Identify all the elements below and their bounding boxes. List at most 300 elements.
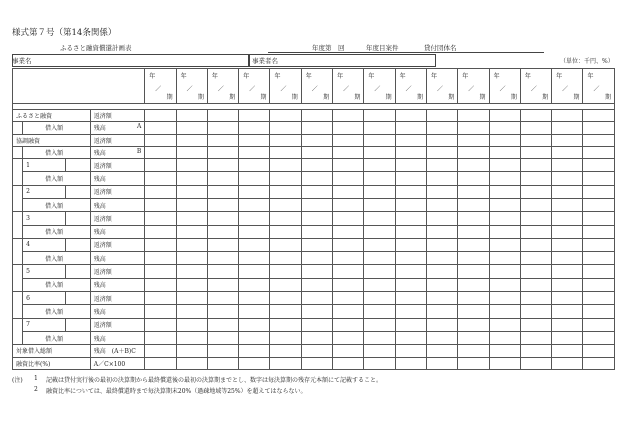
lender-3-balance-cell[interactable] bbox=[583, 225, 615, 238]
lender-5-repay-cell[interactable] bbox=[145, 265, 176, 278]
lender-6-repay-cell[interactable] bbox=[270, 292, 301, 305]
furusato-repay-cell[interactable] bbox=[239, 109, 270, 121]
lender-1-balance-cell[interactable] bbox=[301, 172, 332, 185]
loan-ratio-cell[interactable] bbox=[301, 357, 332, 370]
furusato-balance-cell[interactable] bbox=[583, 122, 615, 134]
lender-1-balance-cell[interactable] bbox=[552, 172, 583, 185]
lender-6-repay-cell[interactable] bbox=[489, 292, 520, 305]
year-column-header[interactable] bbox=[583, 69, 615, 104]
kyocho-repay-cell[interactable] bbox=[176, 134, 207, 146]
year-column-header[interactable] bbox=[489, 69, 520, 104]
lender-4-repay-cell[interactable] bbox=[145, 238, 176, 251]
lender-1-balance-cell[interactable] bbox=[583, 172, 615, 185]
lender-6-repay-cell[interactable] bbox=[333, 292, 364, 305]
lender-7-repay-cell[interactable] bbox=[520, 318, 551, 331]
lender-3-repay-cell[interactable] bbox=[395, 212, 426, 225]
lender-7-balance-cell[interactable] bbox=[426, 331, 457, 344]
lender-5-repay-cell[interactable] bbox=[176, 265, 207, 278]
lender-1-balance-cell[interactable] bbox=[520, 172, 551, 185]
lender-6-balance-cell[interactable] bbox=[270, 305, 301, 318]
lender-4-balance-cell[interactable] bbox=[489, 252, 520, 265]
kyocho-repay-cell[interactable] bbox=[552, 134, 583, 146]
lender-name-field[interactable]: 貸付団体名 bbox=[424, 44, 457, 52]
lender-5-repay-cell[interactable] bbox=[333, 265, 364, 278]
total-balance-cell[interactable] bbox=[239, 345, 270, 357]
lender-3-repay-cell[interactable] bbox=[207, 212, 238, 225]
lender-5-balance-cell[interactable] bbox=[207, 278, 238, 291]
lender-3-repay-cell[interactable] bbox=[239, 212, 270, 225]
lender-2-balance-cell[interactable] bbox=[552, 198, 583, 211]
lender-3-repay-cell[interactable] bbox=[520, 212, 551, 225]
lender-1-repay-cell[interactable] bbox=[364, 159, 395, 172]
lender-2-repay-cell[interactable] bbox=[364, 185, 395, 198]
lender-4-repay-cell[interactable] bbox=[270, 238, 301, 251]
lender-4-balance-cell[interactable] bbox=[395, 252, 426, 265]
loan-ratio-cell[interactable] bbox=[364, 357, 395, 370]
kyocho-repay-cell[interactable] bbox=[426, 134, 457, 146]
lender-5-balance-cell[interactable] bbox=[270, 278, 301, 291]
lender-1-balance-cell[interactable] bbox=[239, 172, 270, 185]
furusato-repay-cell[interactable] bbox=[458, 109, 489, 121]
lender-3-balance-cell[interactable] bbox=[364, 225, 395, 238]
lender-7-balance-cell[interactable] bbox=[583, 331, 615, 344]
furusato-repay-cell[interactable] bbox=[489, 109, 520, 121]
lender-7-repay-cell[interactable] bbox=[333, 318, 364, 331]
kyocho-repay-cell[interactable] bbox=[489, 134, 520, 146]
total-balance-cell[interactable] bbox=[364, 345, 395, 357]
lender-2-repay-cell[interactable] bbox=[145, 185, 176, 198]
kyocho-repay-cell[interactable] bbox=[583, 134, 615, 146]
lender-7-balance-cell[interactable] bbox=[458, 331, 489, 344]
lender-1-balance-cell[interactable] bbox=[145, 172, 176, 185]
lender-2-repay-cell[interactable] bbox=[176, 185, 207, 198]
lender-5-repay-cell[interactable] bbox=[489, 265, 520, 278]
furusato-repay-cell[interactable] bbox=[176, 109, 207, 121]
lender-2-repay-cell[interactable] bbox=[239, 185, 270, 198]
kyocho-balance-cell[interactable] bbox=[176, 146, 207, 158]
lender-7-repay-cell[interactable] bbox=[458, 318, 489, 331]
total-balance-cell[interactable] bbox=[552, 345, 583, 357]
furusato-balance-cell[interactable] bbox=[301, 122, 332, 134]
furusato-repay-cell[interactable] bbox=[301, 109, 332, 121]
lender-6-balance-cell[interactable] bbox=[301, 305, 332, 318]
lender-5-balance-cell[interactable] bbox=[520, 278, 551, 291]
lender-6-balance-cell[interactable] bbox=[395, 305, 426, 318]
kyocho-repay-cell[interactable] bbox=[333, 134, 364, 146]
loan-ratio-cell[interactable] bbox=[552, 357, 583, 370]
lender-7-balance-cell[interactable] bbox=[301, 331, 332, 344]
lender-5-balance-cell[interactable] bbox=[239, 278, 270, 291]
lender-7-balance-cell[interactable] bbox=[520, 331, 551, 344]
lender-2-balance-cell[interactable] bbox=[426, 198, 457, 211]
kyocho-balance-cell[interactable] bbox=[270, 146, 301, 158]
lender-3-balance-cell[interactable] bbox=[270, 225, 301, 238]
lender-7-repay-cell[interactable] bbox=[395, 318, 426, 331]
lender-4-balance-cell[interactable] bbox=[145, 252, 176, 265]
lender-4-balance-cell[interactable] bbox=[176, 252, 207, 265]
lender-3-repay-cell[interactable] bbox=[145, 212, 176, 225]
lender-5-repay-cell[interactable] bbox=[395, 265, 426, 278]
lender-6-balance-cell[interactable] bbox=[239, 305, 270, 318]
lender-3-repay-cell[interactable] bbox=[583, 212, 615, 225]
lender-7-balance-cell[interactable] bbox=[207, 331, 238, 344]
lender-5-repay-cell[interactable] bbox=[458, 265, 489, 278]
total-balance-cell[interactable] bbox=[333, 345, 364, 357]
lender-4-balance-cell[interactable] bbox=[270, 252, 301, 265]
kyocho-repay-cell[interactable] bbox=[270, 134, 301, 146]
lender-4-repay-cell[interactable] bbox=[458, 238, 489, 251]
year-case-field[interactable]: 年度目案件 bbox=[366, 44, 399, 52]
lender-6-repay-cell[interactable] bbox=[301, 292, 332, 305]
furusato-balance-cell[interactable] bbox=[270, 122, 301, 134]
lender-3-balance-cell[interactable] bbox=[239, 225, 270, 238]
furusato-balance-cell[interactable] bbox=[458, 122, 489, 134]
lender-3-repay-cell[interactable] bbox=[489, 212, 520, 225]
total-balance-cell[interactable] bbox=[176, 345, 207, 357]
lender-5-repay-cell[interactable] bbox=[207, 265, 238, 278]
lender-4-repay-cell[interactable] bbox=[239, 238, 270, 251]
lender-2-balance-cell[interactable] bbox=[145, 198, 176, 211]
furusato-repay-cell[interactable] bbox=[552, 109, 583, 121]
lender-4-repay-cell[interactable] bbox=[207, 238, 238, 251]
lender-1-repay-cell[interactable] bbox=[458, 159, 489, 172]
lender-3-balance-cell[interactable] bbox=[395, 225, 426, 238]
year-column-header[interactable] bbox=[301, 69, 332, 104]
lender-6-repay-cell[interactable] bbox=[207, 292, 238, 305]
lender-4-balance-cell[interactable] bbox=[333, 252, 364, 265]
lender-7-repay-cell[interactable] bbox=[552, 318, 583, 331]
lender-3-repay-cell[interactable] bbox=[270, 212, 301, 225]
loan-ratio-cell[interactable] bbox=[458, 357, 489, 370]
loan-ratio-cell[interactable] bbox=[333, 357, 364, 370]
lender-6-repay-cell[interactable] bbox=[552, 292, 583, 305]
lender-2-repay-cell[interactable] bbox=[270, 185, 301, 198]
kyocho-repay-cell[interactable] bbox=[520, 134, 551, 146]
lender-1-repay-cell[interactable] bbox=[552, 159, 583, 172]
lender-6-repay-cell[interactable] bbox=[458, 292, 489, 305]
lender-1-repay-cell[interactable] bbox=[395, 159, 426, 172]
total-balance-cell[interactable] bbox=[458, 345, 489, 357]
lender-3-balance-cell[interactable] bbox=[489, 225, 520, 238]
furusato-repay-cell[interactable] bbox=[270, 109, 301, 121]
kyocho-balance-cell[interactable] bbox=[520, 146, 551, 158]
lender-4-balance-cell[interactable] bbox=[520, 252, 551, 265]
lender-5-repay-cell[interactable] bbox=[239, 265, 270, 278]
total-balance-cell[interactable] bbox=[301, 345, 332, 357]
lender-3-balance-cell[interactable] bbox=[207, 225, 238, 238]
lender-2-balance-cell[interactable] bbox=[458, 198, 489, 211]
kyocho-balance-cell[interactable] bbox=[145, 146, 176, 158]
kyocho-balance-cell[interactable] bbox=[583, 146, 615, 158]
lender-2-balance-cell[interactable] bbox=[270, 198, 301, 211]
lender-2-balance-cell[interactable] bbox=[239, 198, 270, 211]
lender-4-repay-cell[interactable] bbox=[395, 238, 426, 251]
furusato-balance-cell[interactable] bbox=[489, 122, 520, 134]
loan-ratio-cell[interactable] bbox=[270, 357, 301, 370]
year-column-header[interactable] bbox=[364, 69, 395, 104]
lender-3-balance-cell[interactable] bbox=[520, 225, 551, 238]
lender-1-repay-cell[interactable] bbox=[145, 159, 176, 172]
lender-7-balance-cell[interactable] bbox=[333, 331, 364, 344]
year-column-header[interactable] bbox=[458, 69, 489, 104]
furusato-repay-cell[interactable] bbox=[520, 109, 551, 121]
lender-6-balance-cell[interactable] bbox=[520, 305, 551, 318]
lender-5-balance-cell[interactable] bbox=[458, 278, 489, 291]
lender-4-repay-cell[interactable] bbox=[583, 238, 615, 251]
lender-5-balance-cell[interactable] bbox=[145, 278, 176, 291]
lender-1-repay-cell[interactable] bbox=[301, 159, 332, 172]
lender-1-repay-cell[interactable] bbox=[207, 159, 238, 172]
lender-2-repay-cell[interactable] bbox=[301, 185, 332, 198]
lender-6-repay-cell[interactable] bbox=[395, 292, 426, 305]
lender-6-balance-cell[interactable] bbox=[458, 305, 489, 318]
loan-ratio-cell[interactable] bbox=[239, 357, 270, 370]
lender-2-repay-cell[interactable] bbox=[333, 185, 364, 198]
lender-4-repay-cell[interactable] bbox=[520, 238, 551, 251]
lender-6-balance-cell[interactable] bbox=[145, 305, 176, 318]
lender-7-balance-cell[interactable] bbox=[364, 331, 395, 344]
lender-2-balance-cell[interactable] bbox=[207, 198, 238, 211]
total-balance-cell[interactable] bbox=[207, 345, 238, 357]
lender-1-repay-cell[interactable] bbox=[426, 159, 457, 172]
lender-6-balance-cell[interactable] bbox=[176, 305, 207, 318]
kyocho-repay-cell[interactable] bbox=[458, 134, 489, 146]
total-balance-cell[interactable] bbox=[583, 345, 615, 357]
lender-4-balance-cell[interactable] bbox=[552, 252, 583, 265]
lender-4-repay-cell[interactable] bbox=[364, 238, 395, 251]
lender-7-balance-cell[interactable] bbox=[270, 331, 301, 344]
furusato-balance-cell[interactable] bbox=[426, 122, 457, 134]
lender-6-repay-cell[interactable] bbox=[364, 292, 395, 305]
lender-7-balance-cell[interactable] bbox=[239, 331, 270, 344]
furusato-balance-cell[interactable] bbox=[145, 122, 176, 134]
furusato-balance-cell[interactable] bbox=[239, 122, 270, 134]
lender-4-balance-cell[interactable] bbox=[239, 252, 270, 265]
furusato-balance-cell[interactable] bbox=[207, 122, 238, 134]
lender-6-balance-cell[interactable] bbox=[489, 305, 520, 318]
lender-6-balance-cell[interactable] bbox=[426, 305, 457, 318]
kyocho-repay-cell[interactable] bbox=[239, 134, 270, 146]
lender-6-balance-cell[interactable] bbox=[364, 305, 395, 318]
lender-6-balance-cell[interactable] bbox=[207, 305, 238, 318]
lender-5-balance-cell[interactable] bbox=[552, 278, 583, 291]
lender-1-balance-cell[interactable] bbox=[333, 172, 364, 185]
kyocho-repay-cell[interactable] bbox=[301, 134, 332, 146]
kyocho-balance-cell[interactable] bbox=[333, 146, 364, 158]
kyocho-repay-cell[interactable] bbox=[364, 134, 395, 146]
lender-6-repay-cell[interactable] bbox=[426, 292, 457, 305]
kyocho-balance-cell[interactable] bbox=[552, 146, 583, 158]
lender-6-balance-cell[interactable] bbox=[583, 305, 615, 318]
lender-4-repay-cell[interactable] bbox=[333, 238, 364, 251]
lender-5-repay-cell[interactable] bbox=[364, 265, 395, 278]
lender-5-repay-cell[interactable] bbox=[301, 265, 332, 278]
operator-name-box[interactable] bbox=[248, 54, 436, 67]
kyocho-repay-cell[interactable] bbox=[395, 134, 426, 146]
lender-3-repay-cell[interactable] bbox=[364, 212, 395, 225]
lender-3-balance-cell[interactable] bbox=[458, 225, 489, 238]
lender-2-repay-cell[interactable] bbox=[583, 185, 615, 198]
kyocho-balance-cell[interactable] bbox=[301, 146, 332, 158]
loan-ratio-cell[interactable] bbox=[583, 357, 615, 370]
lender-1-balance-cell[interactable] bbox=[395, 172, 426, 185]
year-column-header[interactable] bbox=[270, 69, 301, 104]
lender-5-balance-cell[interactable] bbox=[583, 278, 615, 291]
lender-1-repay-cell[interactable] bbox=[239, 159, 270, 172]
lender-1-balance-cell[interactable] bbox=[176, 172, 207, 185]
lender-6-balance-cell[interactable] bbox=[552, 305, 583, 318]
lender-1-repay-cell[interactable] bbox=[489, 159, 520, 172]
lender-4-repay-cell[interactable] bbox=[176, 238, 207, 251]
year-column-header[interactable] bbox=[239, 69, 270, 104]
lender-2-repay-cell[interactable] bbox=[207, 185, 238, 198]
lender-2-repay-cell[interactable] bbox=[458, 185, 489, 198]
lender-1-balance-cell[interactable] bbox=[207, 172, 238, 185]
lender-2-repay-cell[interactable] bbox=[520, 185, 551, 198]
loan-ratio-cell[interactable] bbox=[145, 357, 176, 370]
lender-7-repay-cell[interactable] bbox=[489, 318, 520, 331]
furusato-balance-cell[interactable] bbox=[364, 122, 395, 134]
lender-7-repay-cell[interactable] bbox=[207, 318, 238, 331]
lender-3-repay-cell[interactable] bbox=[552, 212, 583, 225]
lender-3-repay-cell[interactable] bbox=[426, 212, 457, 225]
lender-2-balance-cell[interactable] bbox=[364, 198, 395, 211]
lender-3-balance-cell[interactable] bbox=[301, 225, 332, 238]
lender-2-repay-cell[interactable] bbox=[552, 185, 583, 198]
lender-6-repay-cell[interactable] bbox=[520, 292, 551, 305]
lender-7-balance-cell[interactable] bbox=[176, 331, 207, 344]
total-balance-cell[interactable] bbox=[395, 345, 426, 357]
lender-3-repay-cell[interactable] bbox=[333, 212, 364, 225]
loan-ratio-cell[interactable] bbox=[489, 357, 520, 370]
lender-5-balance-cell[interactable] bbox=[364, 278, 395, 291]
lender-1-repay-cell[interactable] bbox=[333, 159, 364, 172]
loan-ratio-cell[interactable] bbox=[207, 357, 238, 370]
furusato-repay-cell[interactable] bbox=[364, 109, 395, 121]
kyocho-repay-cell[interactable] bbox=[207, 134, 238, 146]
lender-2-repay-cell[interactable] bbox=[395, 185, 426, 198]
lender-3-balance-cell[interactable] bbox=[426, 225, 457, 238]
lender-4-balance-cell[interactable] bbox=[426, 252, 457, 265]
lender-7-repay-cell[interactable] bbox=[270, 318, 301, 331]
lender-1-balance-cell[interactable] bbox=[426, 172, 457, 185]
business-name-box[interactable] bbox=[12, 54, 250, 67]
lender-3-repay-cell[interactable] bbox=[176, 212, 207, 225]
lender-7-balance-cell[interactable] bbox=[395, 331, 426, 344]
kyocho-balance-cell[interactable] bbox=[364, 146, 395, 158]
lender-7-repay-cell[interactable] bbox=[301, 318, 332, 331]
lender-5-balance-cell[interactable] bbox=[301, 278, 332, 291]
furusato-balance-cell[interactable] bbox=[395, 122, 426, 134]
year-column-header[interactable] bbox=[176, 69, 207, 104]
lender-4-repay-cell[interactable] bbox=[301, 238, 332, 251]
lender-5-balance-cell[interactable] bbox=[426, 278, 457, 291]
lender-6-repay-cell[interactable] bbox=[176, 292, 207, 305]
total-balance-cell[interactable] bbox=[426, 345, 457, 357]
year-column-header[interactable] bbox=[520, 69, 551, 104]
lender-2-balance-cell[interactable] bbox=[176, 198, 207, 211]
year-column-header[interactable] bbox=[426, 69, 457, 104]
lender-2-balance-cell[interactable] bbox=[583, 198, 615, 211]
lender-1-repay-cell[interactable] bbox=[176, 159, 207, 172]
lender-6-repay-cell[interactable] bbox=[583, 292, 615, 305]
lender-4-balance-cell[interactable] bbox=[364, 252, 395, 265]
lender-2-repay-cell[interactable] bbox=[426, 185, 457, 198]
lender-4-balance-cell[interactable] bbox=[458, 252, 489, 265]
kyocho-balance-cell[interactable] bbox=[489, 146, 520, 158]
lender-5-repay-cell[interactable] bbox=[426, 265, 457, 278]
lender-2-balance-cell[interactable] bbox=[489, 198, 520, 211]
lender-1-balance-cell[interactable] bbox=[364, 172, 395, 185]
year-column-header[interactable] bbox=[145, 69, 176, 104]
furusato-balance-cell[interactable] bbox=[176, 122, 207, 134]
total-balance-cell[interactable] bbox=[520, 345, 551, 357]
lender-2-repay-cell[interactable] bbox=[489, 185, 520, 198]
kyocho-balance-cell[interactable] bbox=[239, 146, 270, 158]
lender-4-balance-cell[interactable] bbox=[583, 252, 615, 265]
kyocho-balance-cell[interactable] bbox=[395, 146, 426, 158]
lender-4-repay-cell[interactable] bbox=[552, 238, 583, 251]
lender-3-balance-cell[interactable] bbox=[145, 225, 176, 238]
furusato-repay-cell[interactable] bbox=[583, 109, 615, 121]
furusato-repay-cell[interactable] bbox=[207, 109, 238, 121]
loan-ratio-cell[interactable] bbox=[426, 357, 457, 370]
year-column-header[interactable] bbox=[207, 69, 238, 104]
lender-3-balance-cell[interactable] bbox=[333, 225, 364, 238]
lender-1-repay-cell[interactable] bbox=[583, 159, 615, 172]
year-column-header[interactable] bbox=[395, 69, 426, 104]
lender-5-balance-cell[interactable] bbox=[176, 278, 207, 291]
lender-3-repay-cell[interactable] bbox=[301, 212, 332, 225]
lender-7-repay-cell[interactable] bbox=[426, 318, 457, 331]
lender-1-balance-cell[interactable] bbox=[270, 172, 301, 185]
year-column-header[interactable] bbox=[333, 69, 364, 104]
lender-5-balance-cell[interactable] bbox=[395, 278, 426, 291]
lender-2-balance-cell[interactable] bbox=[520, 198, 551, 211]
loan-ratio-cell[interactable] bbox=[395, 357, 426, 370]
year-round-field[interactable]: 年度第 回 bbox=[312, 44, 345, 52]
lender-3-balance-cell[interactable] bbox=[552, 225, 583, 238]
lender-6-balance-cell[interactable] bbox=[333, 305, 364, 318]
lender-2-balance-cell[interactable] bbox=[301, 198, 332, 211]
loan-ratio-cell[interactable] bbox=[176, 357, 207, 370]
kyocho-balance-cell[interactable] bbox=[426, 146, 457, 158]
lender-7-balance-cell[interactable] bbox=[489, 331, 520, 344]
furusato-balance-cell[interactable] bbox=[552, 122, 583, 134]
furusato-repay-cell[interactable] bbox=[395, 109, 426, 121]
lender-1-repay-cell[interactable] bbox=[270, 159, 301, 172]
lender-7-balance-cell[interactable] bbox=[552, 331, 583, 344]
lender-6-repay-cell[interactable] bbox=[239, 292, 270, 305]
lender-7-repay-cell[interactable] bbox=[364, 318, 395, 331]
kyocho-repay-cell[interactable] bbox=[145, 134, 176, 146]
lender-3-repay-cell[interactable] bbox=[458, 212, 489, 225]
kyocho-balance-cell[interactable] bbox=[207, 146, 238, 158]
furusato-repay-cell[interactable] bbox=[333, 109, 364, 121]
lender-5-balance-cell[interactable] bbox=[489, 278, 520, 291]
lender-4-balance-cell[interactable] bbox=[207, 252, 238, 265]
lender-7-repay-cell[interactable] bbox=[239, 318, 270, 331]
lender-1-balance-cell[interactable] bbox=[458, 172, 489, 185]
furusato-repay-cell[interactable] bbox=[145, 109, 176, 121]
lender-5-repay-cell[interactable] bbox=[520, 265, 551, 278]
lender-2-balance-cell[interactable] bbox=[333, 198, 364, 211]
lender-6-repay-cell[interactable] bbox=[145, 292, 176, 305]
lender-1-balance-cell[interactable] bbox=[489, 172, 520, 185]
lender-7-repay-cell[interactable] bbox=[583, 318, 615, 331]
lender-7-repay-cell[interactable] bbox=[176, 318, 207, 331]
lender-2-balance-cell[interactable] bbox=[395, 198, 426, 211]
